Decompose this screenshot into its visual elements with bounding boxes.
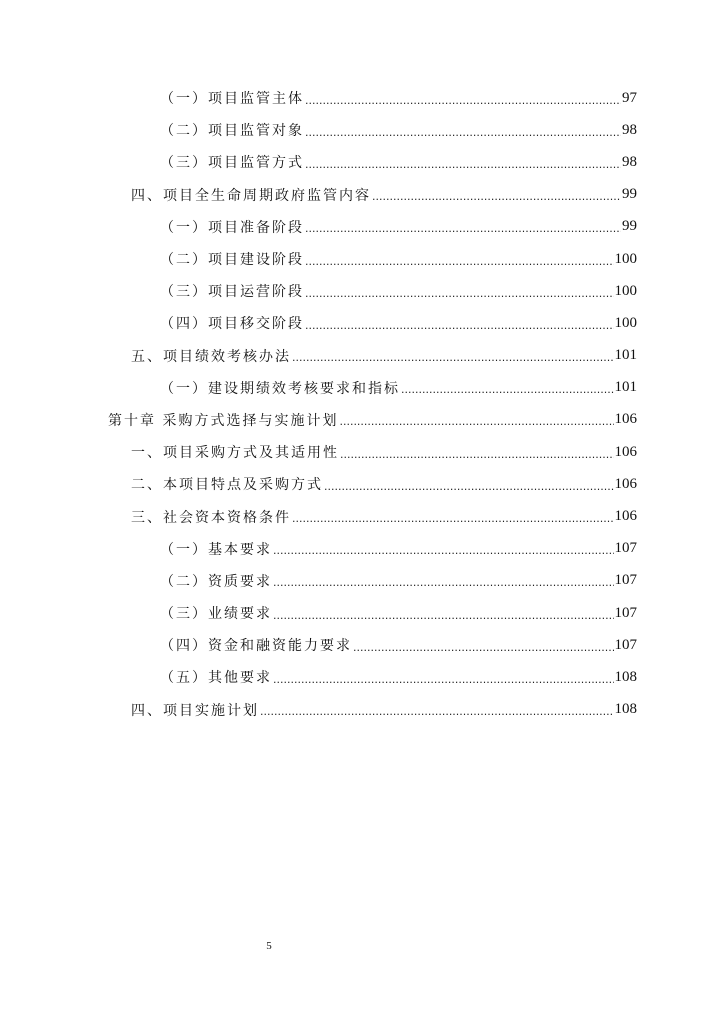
toc-dot-leader bbox=[273, 673, 614, 686]
toc-dot-leader bbox=[305, 158, 621, 171]
toc-entry-page-number: 98 bbox=[622, 153, 637, 170]
toc-entry-page-number: 106 bbox=[614, 443, 637, 460]
toc-dot-leader bbox=[305, 222, 621, 235]
toc-dot-leader bbox=[305, 255, 614, 268]
toc-entry[interactable] bbox=[0, 694, 703, 726]
toc-entry[interactable] bbox=[0, 500, 703, 532]
toc-dot-leader bbox=[324, 480, 614, 493]
toc-entry-page-number: 98 bbox=[622, 121, 637, 138]
toc-entry-title: （五）其他要求 bbox=[160, 670, 272, 687]
toc-entry-page-number: 107 bbox=[614, 636, 637, 653]
toc-entry-title: （一）基本要求 bbox=[160, 541, 272, 558]
toc-entry[interactable] bbox=[0, 179, 703, 211]
toc-entry[interactable] bbox=[0, 372, 703, 404]
toc-dot-leader bbox=[372, 190, 621, 203]
toc-entry[interactable] bbox=[0, 307, 703, 339]
toc-entry-page-number: 108 bbox=[614, 668, 637, 685]
toc-entry-page-number: 99 bbox=[622, 186, 637, 203]
toc-dot-leader bbox=[273, 544, 614, 557]
toc-entry-title: 三、社会资本资格条件 bbox=[131, 509, 291, 526]
toc-entry-title: 二、本项目特点及采购方式 bbox=[131, 477, 323, 494]
toc-dot-leader bbox=[260, 705, 614, 718]
toc-dot-leader bbox=[292, 512, 614, 525]
toc-entry-title: 四、项目实施计划 bbox=[131, 702, 259, 719]
toc-entry-title: （二）资质要求 bbox=[160, 573, 272, 590]
toc-entry-page-number: 101 bbox=[614, 347, 637, 364]
toc-entry[interactable] bbox=[0, 243, 703, 275]
toc-entry-page-number: 108 bbox=[614, 701, 637, 718]
toc-entry-title: （二）项目监管对象 bbox=[160, 123, 304, 140]
toc-entry-title: （一）项目监管主体 bbox=[160, 91, 304, 108]
toc-entry[interactable] bbox=[0, 565, 703, 597]
toc-entry[interactable] bbox=[0, 629, 703, 661]
toc-entry-title: 一、项目采购方式及其适用性 bbox=[131, 445, 339, 462]
toc-entry-page-number: 106 bbox=[614, 508, 637, 525]
toc-entry[interactable] bbox=[0, 533, 703, 565]
toc-dot-leader bbox=[273, 609, 614, 622]
toc-entry-title: （二）项目建设阶段 bbox=[160, 252, 304, 269]
page-number: 5 bbox=[266, 940, 272, 952]
toc-entry-page-number: 100 bbox=[614, 314, 637, 331]
toc-entry[interactable] bbox=[0, 404, 703, 436]
table-of-contents bbox=[0, 82, 703, 726]
toc-entry[interactable] bbox=[0, 436, 703, 468]
toc-entry-page-number: 101 bbox=[614, 379, 637, 396]
toc-entry-title: （四）资金和融资能力要求 bbox=[160, 638, 352, 655]
toc-entry-page-number: 106 bbox=[614, 411, 637, 428]
toc-entry-title: （一）建设期绩效考核要求和指标 bbox=[160, 380, 400, 397]
toc-dot-leader bbox=[305, 94, 621, 107]
toc-entry[interactable] bbox=[0, 275, 703, 307]
toc-entry-page-number: 107 bbox=[614, 572, 637, 589]
toc-dot-leader bbox=[339, 415, 613, 428]
toc-entry[interactable] bbox=[0, 661, 703, 693]
toc-entry[interactable] bbox=[0, 597, 703, 629]
toc-entry[interactable] bbox=[0, 114, 703, 146]
toc-entry-page-number: 107 bbox=[614, 604, 637, 621]
toc-dot-leader bbox=[353, 641, 614, 654]
toc-entry-page-number: 100 bbox=[614, 282, 637, 299]
toc-entry[interactable] bbox=[0, 340, 703, 372]
toc-dot-leader bbox=[305, 319, 614, 332]
toc-entry-title: （三）项目监管方式 bbox=[160, 155, 304, 172]
toc-entry-title: 四、项目全生命周期政府监管内容 bbox=[131, 187, 371, 204]
toc-entry-page-number: 99 bbox=[622, 218, 637, 235]
toc-entry-title: （一）项目准备阶段 bbox=[160, 219, 304, 236]
toc-entry-title: （四）项目移交阶段 bbox=[160, 316, 304, 333]
toc-entry-title: 五、项目绩效考核办法 bbox=[131, 348, 291, 365]
toc-dot-leader bbox=[292, 351, 614, 364]
toc-entry[interactable] bbox=[0, 146, 703, 178]
toc-entry-title: （三）业绩要求 bbox=[160, 606, 272, 623]
toc-entry-page-number: 100 bbox=[614, 250, 637, 267]
toc-entry[interactable] bbox=[0, 468, 703, 500]
toc-entry-title: （三）项目运营阶段 bbox=[160, 284, 304, 301]
toc-entry[interactable] bbox=[0, 82, 703, 114]
toc-dot-leader bbox=[340, 448, 614, 461]
toc-dot-leader bbox=[305, 126, 621, 139]
toc-entry[interactable] bbox=[0, 211, 703, 243]
toc-dot-leader bbox=[273, 576, 614, 589]
toc-dot-leader bbox=[305, 287, 614, 300]
toc-entry-title: 第十章 采购方式选择与实施计划 bbox=[108, 412, 339, 429]
toc-entry-page-number: 107 bbox=[614, 540, 637, 557]
toc-entry-page-number: 106 bbox=[614, 475, 637, 492]
toc-entry-page-number: 97 bbox=[622, 89, 637, 106]
toc-dot-leader bbox=[401, 383, 614, 396]
